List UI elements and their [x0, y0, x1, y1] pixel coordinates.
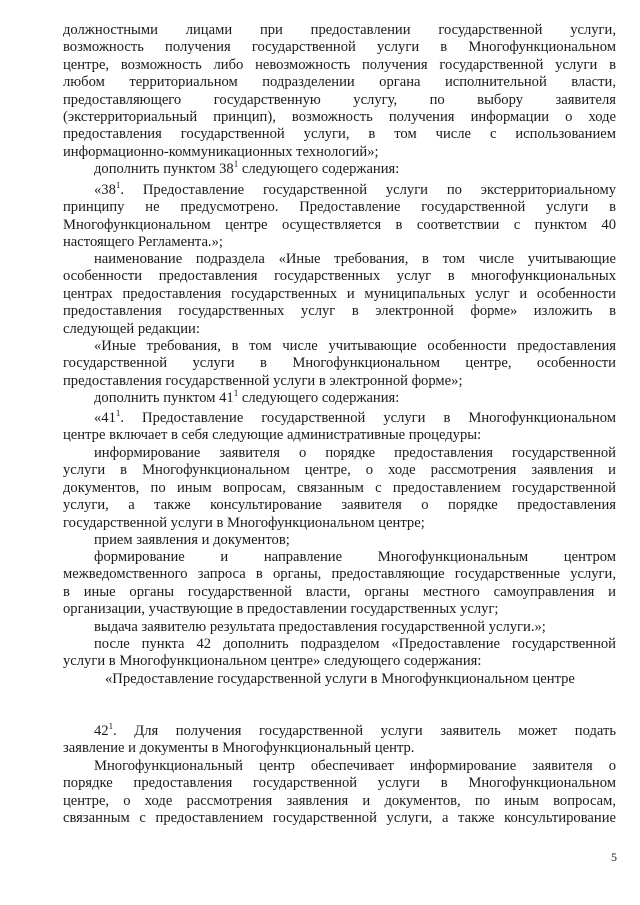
- paragraph-add-38-1: [63, 161, 616, 178]
- text-line: «$38^1$. Предоставление государственной услуги по экстерриториальному: [94, 182, 616, 198]
- paragraph-continuation: [63, 22, 616, 161]
- text-line: центре, возможность либо невозможность получения государственной услуги в: [63, 56, 616, 73]
- text-line: предоставления государственных услуг в электронной форме» изложить в: [63, 303, 616, 320]
- superscript: 1: [108, 723, 114, 731]
- text-line: Многофункциональном центре осуществляется в соответствии с пунктом 40: [63, 216, 616, 233]
- paragraph-result: [63, 619, 616, 636]
- paragraph-reception: [63, 532, 616, 549]
- paragraph-other-requirements: [63, 338, 616, 390]
- text-line: центрах предоставления государственных и муниципальных услуг и особенности: [63, 285, 616, 302]
- text-line: предоставления государственной услуги, в том числе с использованием: [63, 126, 616, 143]
- paragraph-41-1: [63, 410, 616, 445]
- text-line: центре включает в себя следующие административные процедуры:: [63, 427, 482, 444]
- text-line: формирование и направление Многофункциональным центром: [94, 549, 616, 565]
- subsection-heading: [63, 671, 616, 688]
- paragraph-42-1: [63, 723, 616, 758]
- text-line: центре, о ходе рассмотрения заявления и документов, по иным вопросам,: [63, 792, 616, 809]
- text-line: особенности предоставления государственных услуг в многофункциональных: [63, 268, 616, 285]
- text-line: заявление и документы в Многофункциональный центр.: [63, 740, 415, 757]
- text-line: дополнить пунктом $38^1$ следующего содержания:: [94, 159, 400, 177]
- text-line: документов, по иным вопросам, связанным с предоставлением государственной: [63, 479, 616, 496]
- text-line: в иные органы государственной власти, органы местного самоуправления и: [63, 583, 616, 600]
- text-line: услуги, а также консультирование заявителя о порядке предоставления: [63, 497, 616, 514]
- superscript: 1: [233, 159, 239, 169]
- text-line: после пункта 42 дополнить подразделом «Предоставление государственной: [94, 636, 616, 652]
- text-line: государственной услуги в Многофункциональном центре, особенности: [63, 355, 616, 372]
- text-line: настоящего Регламента.»;: [63, 234, 223, 251]
- paragraph-38-1: [63, 182, 616, 252]
- paragraph-mfc-informing: [63, 758, 616, 828]
- text-line: дополнить пунктом $41^1$ следующего содержания:: [94, 388, 400, 406]
- text-line: должностными лицами при предоставлении государственной услуги,: [63, 22, 616, 38]
- text-line: предоставляющего государственную услугу, по выбору заявителя: [63, 91, 616, 108]
- text-line: (экстерриториальный принцип), возможность получения информации о ходе: [63, 108, 616, 125]
- text-line: «$41^1$. Предоставление государственной услуги в Многофункциональном: [94, 410, 616, 426]
- superscript: 1: [115, 410, 121, 418]
- paragraph-informing: [63, 445, 616, 532]
- text-line: услуги в Многофункциональном центре» следующего содержания:: [63, 653, 482, 670]
- text-line: предоставления государственной услуги в электронной форме»;: [63, 372, 463, 389]
- text-line: информирование заявителя о порядке предоставления государственной: [94, 445, 616, 461]
- text-line: наименование подраздела «Иные требования, в том числе учитывающие: [94, 251, 616, 267]
- paragraph-subsection-name: [63, 251, 616, 338]
- superscript: 1: [115, 182, 121, 190]
- text-line: порядке предоставления государственной услуги в Многофункциональном: [63, 775, 616, 792]
- text-line: услуги в Многофункциональном центре, о ходе рассмотрения заявления и: [63, 462, 616, 479]
- text-line: «Иные требования, в том числе учитывающие особенности предоставления: [94, 338, 616, 354]
- text-line: связанным с предоставлением государственной услуги, а также консультирование: [63, 810, 616, 827]
- text-line: Многофункциональный центр обеспечивает информирование заявителя о: [94, 758, 616, 774]
- paragraph-after-42: [63, 636, 616, 671]
- text-line: выдача заявителю результата предоставления государственной услуги.»;: [94, 619, 546, 635]
- paragraph-add-41-1: [63, 390, 616, 407]
- text-line: следующей редакции:: [63, 320, 200, 337]
- text-line: межведомственного запроса в органы, предоставляющие государственные услуги,: [63, 566, 616, 583]
- paragraph-formation: [63, 549, 616, 619]
- text-line: государственной услуги в Многофункциональном центре;: [63, 514, 425, 531]
- text-line: прием заявления и документов;: [94, 532, 290, 548]
- text-line: «Предоставление государственной услуги в Многофункциональном центре: [105, 671, 575, 687]
- text-line: возможность получения государственной услуги в Многофункциональном: [63, 39, 616, 56]
- text-line: информационно-коммуникационных технологий»;: [63, 143, 379, 160]
- page-number: 5: [611, 850, 617, 864]
- superscript: 1: [233, 388, 239, 398]
- text-line: любом территориальном подразделении органа исполнительной власти,: [63, 74, 616, 91]
- text-line: $42^1$. Для получения государственной услуги заявитель может подать: [94, 723, 616, 739]
- text-line: организации, участвующие в предоставлении государственных услуг;: [63, 601, 499, 618]
- text-line: принципу не предусмотрено. Предоставление государственной услуги в: [63, 199, 616, 216]
